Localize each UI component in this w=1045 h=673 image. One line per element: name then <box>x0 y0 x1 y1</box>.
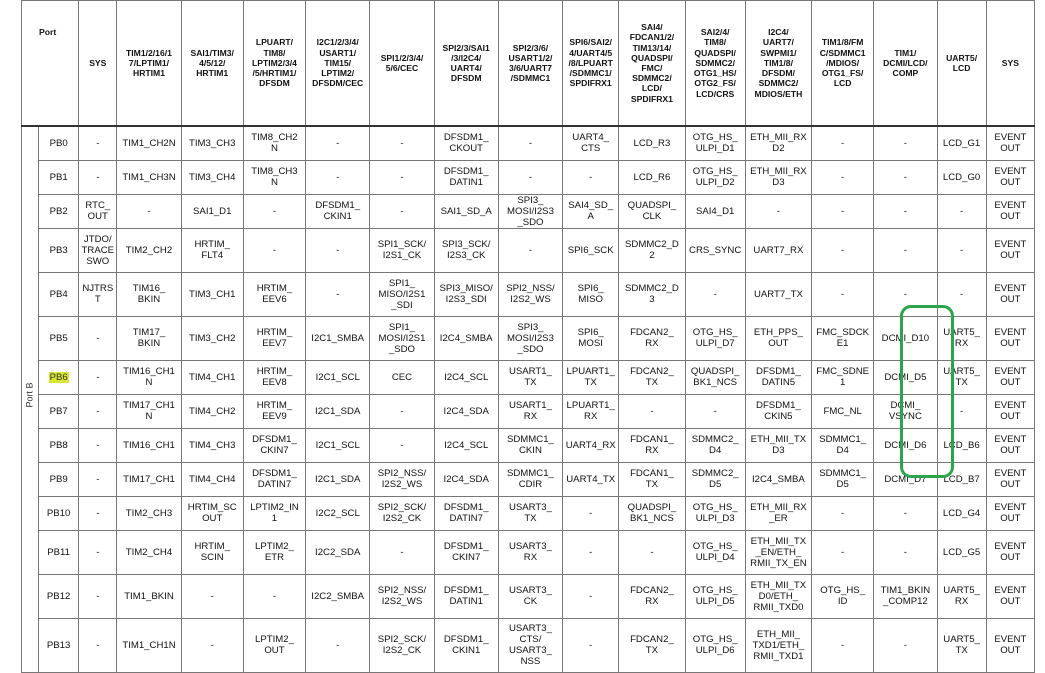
af-cell: SAI1_SD_A <box>434 194 498 228</box>
af-column-header: I2C1/2/3/4/ USART1/ TIM15/ LPTIM2/ DFSDM/CEC <box>306 1 370 127</box>
af-cell: - <box>937 272 986 316</box>
af-cell: HRTIM_ EEV9 <box>243 394 305 428</box>
af-cell: OTG_HS_ ULPI_D5 <box>685 574 745 618</box>
af-cell: LCD_G4 <box>937 496 986 530</box>
af-cell: - <box>563 496 619 530</box>
pin-name: PB7 <box>49 405 68 417</box>
af-cell: SPI2_NSS/ I2S2_WS <box>498 272 562 316</box>
af-cell: DFSDM1_ DATIN1 <box>434 574 498 618</box>
af-cell: - <box>563 574 619 618</box>
af-cell: UART4_RX <box>563 428 619 462</box>
af-cell: CRS_SYNC <box>685 228 745 272</box>
af-cell: OTG_HS_ ULPI_D3 <box>685 496 745 530</box>
pin-name: PB2 <box>49 205 68 217</box>
af-cell: TIM3_CH2 <box>181 316 243 360</box>
pin-name: PB4 <box>49 288 68 300</box>
af-cell: SPI6_SCK <box>563 228 619 272</box>
af-cell: EVENT OUT <box>986 618 1034 672</box>
af-cell: - <box>79 496 117 530</box>
af-cell: I2C4_SMBA <box>745 462 811 496</box>
af-cell: - <box>79 428 117 462</box>
af-cell: TIM1_CH1N <box>117 618 181 672</box>
af-cell: EVENT OUT <box>986 126 1034 160</box>
af-cell: SDMMC2_D 3 <box>619 272 685 316</box>
af-cell: - <box>498 126 562 160</box>
af-cell: I2C2_SMBA <box>306 574 370 618</box>
af-cell: - <box>812 194 874 228</box>
af-cell: SPI2_NSS/ I2S2_WS <box>370 574 434 618</box>
pin-name: PB9 <box>49 473 68 485</box>
af-cell: - <box>685 272 745 316</box>
af-cell: ETH_MII_TX D0/ETH_ RMII_TXD0 <box>745 574 811 618</box>
af-column-header: TIM1/ DCMI/LCD/ COMP <box>874 1 937 127</box>
af-cell: DFSDM1_ DATIN5 <box>745 360 811 394</box>
af-cell: SPI1_ MISO/I2S1 _SDI <box>370 272 434 316</box>
af-cell: FDCAN2_ RX <box>619 316 685 360</box>
af-cell: TIM1_BKIN _COMP12 <box>874 574 937 618</box>
af-cell: ETH_MII_RX D3 <box>745 160 811 194</box>
af-cell: USART3_ TX <box>498 496 562 530</box>
af-cell: - <box>79 394 117 428</box>
af-cell: SPI6_ MISO <box>563 272 619 316</box>
af-cell: DFSDM1_ CKIN7 <box>243 428 305 462</box>
pin-name-cell <box>39 160 79 194</box>
af-cell: FMC_NL <box>812 394 874 428</box>
af-cell: - <box>874 530 937 574</box>
af-cell: SPI2_SCK/ I2S2_CK <box>370 496 434 530</box>
af-cell: I2C4_SDA <box>434 462 498 496</box>
table-row <box>22 530 1035 574</box>
af-cell: TIM16_CH1 <box>117 428 181 462</box>
af-cell: - <box>79 530 117 574</box>
af-cell: - <box>874 228 937 272</box>
af-cell: - <box>306 228 370 272</box>
pin-alternate-function-table <box>21 0 1035 673</box>
af-column-header: SYS <box>79 1 117 127</box>
af-cell: QUADSPI_ BK1_NCS <box>685 360 745 394</box>
af-cell: I2C4_SMBA <box>434 316 498 360</box>
af-cell: HRTIM_ SCIN <box>181 530 243 574</box>
pin-name: PB1 <box>49 171 68 183</box>
af-cell: UART5_ TX <box>937 618 986 672</box>
af-cell: OTG_HS_ ULPI_D6 <box>685 618 745 672</box>
af-cell: - <box>874 194 937 228</box>
af-cell: LCD_B6 <box>937 428 986 462</box>
af-cell: - <box>937 194 986 228</box>
af-cell: EVENT OUT <box>986 394 1034 428</box>
pin-name-cell <box>39 574 79 618</box>
af-cell: TIM1_CH3N <box>117 160 181 194</box>
af-column-header: SPI2/3/SAI1 /3/I2C4/ UART4/ DFSDM <box>434 1 498 127</box>
af-cell: SDMMC1_ CKIN <box>498 428 562 462</box>
af-cell: OTG_HS_ ID <box>812 574 874 618</box>
af-cell: - <box>812 126 874 160</box>
af-cell: SPI1_ MOSI/I2S1 _SDO <box>370 316 434 360</box>
af-cell: LPTIM2_IN 1 <box>243 496 305 530</box>
af-cell: I2C1_SDA <box>306 394 370 428</box>
af-column-header: SPI1/2/3/4/ 5/6/CEC <box>370 1 434 127</box>
table-row <box>22 496 1035 530</box>
af-cell: - <box>619 530 685 574</box>
af-cell: - <box>812 272 874 316</box>
af-cell: TIM4_CH2 <box>181 394 243 428</box>
af-cell: - <box>306 618 370 672</box>
af-cell: LCD_G5 <box>937 530 986 574</box>
af-cell: - <box>685 394 745 428</box>
af-cell: OTG_HS_ ULPI_D7 <box>685 316 745 360</box>
af-cell: DCMI_D7 <box>874 462 937 496</box>
port-group-text: Port B <box>24 382 35 408</box>
af-cell: TIM4_CH4 <box>181 462 243 496</box>
af-cell: SPI3_ MOSI/I2S3 _SDO <box>498 316 562 360</box>
af-cell: SPI2_NSS/ I2S2_WS <box>370 462 434 496</box>
af-cell: OTG_HS_ ULPI_D4 <box>685 530 745 574</box>
af-cell: FDCAN2_ TX <box>619 618 685 672</box>
af-cell: - <box>79 160 117 194</box>
table-row <box>22 394 1035 428</box>
table-row <box>22 316 1035 360</box>
af-cell: QUADSPI_ CLK <box>619 194 685 228</box>
pin-name-cell <box>39 618 79 672</box>
af-column-header: UART5/ LCD <box>937 1 986 127</box>
pin-name: PB10 <box>46 507 71 519</box>
pin-name-cell <box>39 126 79 160</box>
af-cell: SPI3_MISO/ I2S3_SDI <box>434 272 498 316</box>
af-cell: EVENT OUT <box>986 428 1034 462</box>
af-cell: HRTIM_ EEV7 <box>243 316 305 360</box>
af-column-header: I2C4/ UART7/ SWPMI1/ TIM1/8/ DFSDM/ SDMMC2/ MDIOS/ETH <box>745 1 811 127</box>
pin-name: PB12 <box>46 590 71 602</box>
af-cell: - <box>79 462 117 496</box>
table-row <box>22 618 1035 672</box>
pin-name: PB11 <box>47 546 71 558</box>
af-cell: TIM17_CH1 <box>117 462 181 496</box>
af-cell: DFSDM1_ DATIN7 <box>243 462 305 496</box>
pin-name-cell <box>39 194 79 228</box>
af-cell: - <box>874 618 937 672</box>
af-cell: - <box>79 618 117 672</box>
af-column-header: TIM1/8/FM C/SDMMC1 /MDIOS/ OTG1_FS/ LCD <box>812 1 874 127</box>
af-cell: - <box>498 160 562 194</box>
af-cell: TIM8_CH2 N <box>243 126 305 160</box>
af-cell: DCMI_D5 <box>874 360 937 394</box>
af-cell: LCD_R6 <box>619 160 685 194</box>
af-cell: CEC <box>370 360 434 394</box>
af-column-header: TIM1/2/16/1 7/LPTIM1/ HRTIM1 <box>117 1 181 127</box>
af-cell: TIM4_CH1 <box>181 360 243 394</box>
af-cell: EVENT OUT <box>986 360 1034 394</box>
af-cell: LPTIM2_ OUT <box>243 618 305 672</box>
table-row <box>22 574 1035 618</box>
pin-name-cell <box>39 360 79 394</box>
af-cell: - <box>498 228 562 272</box>
af-cell: - <box>874 126 937 160</box>
af-cell: I2C1_SCL <box>306 428 370 462</box>
af-cell: - <box>306 160 370 194</box>
af-cell: FDCAN1_ TX <box>619 462 685 496</box>
af-cell: - <box>874 272 937 316</box>
af-cell: EVENT OUT <box>986 272 1034 316</box>
af-cell: - <box>79 360 117 394</box>
af-cell: UART5_ RX <box>937 574 986 618</box>
af-cell: UART7_RX <box>745 228 811 272</box>
af-cell: UART5_ TX <box>937 360 986 394</box>
af-cell: SPI2_SCK/ I2S2_CK <box>370 618 434 672</box>
af-cell: SDMMC1_ D5 <box>812 462 874 496</box>
pin-name-cell <box>39 530 79 574</box>
af-column-header: LPUART/ TIM8/ LPTIM2/3/4 /5/HRTIM1/ DFSDM <box>243 1 305 127</box>
af-cell: LCD_G0 <box>937 160 986 194</box>
af-cell: TIM3_CH3 <box>181 126 243 160</box>
af-cell: EVENT OUT <box>986 160 1034 194</box>
af-cell: - <box>181 618 243 672</box>
af-cell: SDMMC1_ CDIR <box>498 462 562 496</box>
af-cell: TIM17_ BKIN <box>117 316 181 360</box>
af-cell: - <box>937 394 986 428</box>
af-cell: - <box>79 316 117 360</box>
table-row <box>22 360 1035 394</box>
af-cell: - <box>243 194 305 228</box>
table-row <box>22 228 1035 272</box>
table-row <box>22 272 1035 316</box>
af-cell: USART1_ TX <box>498 360 562 394</box>
af-cell: EVENT OUT <box>986 228 1034 272</box>
af-cell: I2C4_SCL <box>434 428 498 462</box>
af-cell: TIM2_CH4 <box>117 530 181 574</box>
af-cell: - <box>370 160 434 194</box>
pin-name: PB8 <box>49 439 68 451</box>
af-cell: SPI3_SCK/ I2S3_CK <box>434 228 498 272</box>
af-cell: FDCAN1_ RX <box>619 428 685 462</box>
af-cell: - <box>563 530 619 574</box>
af-cell: TIM1_BKIN <box>117 574 181 618</box>
af-cell: DFSDM1_ CKIN5 <box>745 394 811 428</box>
af-column-header: SPI6/SAI2/ 4/UART4/5 /8/LPUART /SDMMC1/ SPDIFRX1 <box>563 1 619 127</box>
pin-name-cell <box>39 428 79 462</box>
pin-name: PB5 <box>49 332 68 344</box>
af-cell: EVENT OUT <box>986 194 1034 228</box>
af-cell: SPI1_SCK/ I2S1_CK <box>370 228 434 272</box>
af-cell: OTG_HS_ ULPI_D2 <box>685 160 745 194</box>
af-column-header: SYS <box>986 1 1034 127</box>
af-cell: I2C1_SDA <box>306 462 370 496</box>
af-cell: - <box>563 160 619 194</box>
af-column-header: SPI2/3/6/ USART1/2/ 3/6/UART7 /SDMMC1 <box>498 1 562 127</box>
table-header-row <box>22 1 1035 127</box>
af-cell: ETH_MII_RX _ER <box>745 496 811 530</box>
af-cell: EVENT OUT <box>986 574 1034 618</box>
pin-name-cell <box>39 394 79 428</box>
af-cell: FDCAN2_ TX <box>619 360 685 394</box>
af-cell: LCD_G1 <box>937 126 986 160</box>
af-cell: SDMMC2_ D5 <box>685 462 745 496</box>
port-group-label <box>22 126 39 672</box>
pin-name: PB3 <box>49 244 68 256</box>
af-cell: ETH_MII_TX _EN/ETH_ RMII_TX_EN <box>745 530 811 574</box>
af-cell: LPUART1_ RX <box>563 394 619 428</box>
af-cell: LPUART1_ TX <box>563 360 619 394</box>
af-cell: - <box>812 530 874 574</box>
af-cell: UART4_TX <box>563 462 619 496</box>
af-cell: TIM1_CH2N <box>117 126 181 160</box>
af-cell: - <box>306 272 370 316</box>
pin-name-cell <box>39 462 79 496</box>
af-cell: HRTIM_SC OUT <box>181 496 243 530</box>
af-cell: - <box>812 228 874 272</box>
af-cell: SAI1_D1 <box>181 194 243 228</box>
af-cell: - <box>370 194 434 228</box>
af-cell: I2C4_SCL <box>434 360 498 394</box>
af-cell: SPI6_ MOSI <box>563 316 619 360</box>
af-cell: LCD_B7 <box>937 462 986 496</box>
af-cell: - <box>812 160 874 194</box>
af-cell: SDMMC2_D 2 <box>619 228 685 272</box>
af-cell: LCD_R3 <box>619 126 685 160</box>
pin-name: PB13 <box>46 639 71 651</box>
table-row <box>22 194 1035 228</box>
alternate-function-table <box>21 0 1035 673</box>
af-cell: I2C4_SDA <box>434 394 498 428</box>
af-cell: TIM17_CH1 N <box>117 394 181 428</box>
af-cell: - <box>370 530 434 574</box>
af-cell: - <box>370 126 434 160</box>
af-cell: - <box>370 394 434 428</box>
af-cell: TIM2_CH3 <box>117 496 181 530</box>
af-cell: - <box>79 574 117 618</box>
af-cell: ETH_PPS_ OUT <box>745 316 811 360</box>
af-cell: ETH_MII_TX D3 <box>745 428 811 462</box>
af-cell: TIM3_CH1 <box>181 272 243 316</box>
af-cell: UART5_ RX <box>937 316 986 360</box>
af-cell: EVENT OUT <box>986 462 1034 496</box>
af-cell: - <box>117 194 181 228</box>
af-cell: - <box>874 496 937 530</box>
af-cell: - <box>306 126 370 160</box>
af-cell: - <box>243 574 305 618</box>
af-cell: DFSDM1_ CKIN7 <box>434 530 498 574</box>
af-cell: I2C1_SCL <box>306 360 370 394</box>
af-cell: HRTIM_ EEV8 <box>243 360 305 394</box>
af-cell: TIM2_CH2 <box>117 228 181 272</box>
af-cell: USART3_ CTS/ USART3_ NSS <box>498 618 562 672</box>
af-cell: - <box>563 618 619 672</box>
af-cell: - <box>370 428 434 462</box>
af-cell: QUADSPI_ BK1_NCS <box>619 496 685 530</box>
af-cell: OTG_HS_ ULPI_D1 <box>685 126 745 160</box>
af-cell: I2C1_SMBA <box>306 316 370 360</box>
af-cell: USART1_ RX <box>498 394 562 428</box>
af-cell: DCMI_D6 <box>874 428 937 462</box>
af-cell: EVENT OUT <box>986 316 1034 360</box>
af-cell: USART3_ RX <box>498 530 562 574</box>
table-row <box>22 462 1035 496</box>
af-column-header: SAI2/4/ TIM8/ QUADSPI/ SDMMC2/ OTG1_HS/ OTG2_FS/ LCD/CRS <box>685 1 745 127</box>
af-cell: TIM3_CH4 <box>181 160 243 194</box>
af-cell: DCMI_D10 <box>874 316 937 360</box>
af-cell: DFSDM1_ CKOUT <box>434 126 498 160</box>
af-cell: UART4_ CTS <box>563 126 619 160</box>
af-cell: DFSDM1_ CKIN1 <box>306 194 370 228</box>
af-cell: USART3_ CK <box>498 574 562 618</box>
af-cell: DFSDM1_ DATIN1 <box>434 160 498 194</box>
pin-name: PB0 <box>49 137 68 149</box>
af-cell: I2C2_SDA <box>306 530 370 574</box>
af-column-header: SAI1/TIM3/ 4/5/12/ HRTIM1 <box>181 1 243 127</box>
af-cell: HRTIM_ FLT4 <box>181 228 243 272</box>
af-cell: EVENT OUT <box>986 496 1034 530</box>
port-column-header: Port <box>22 1 79 127</box>
af-cell: UART7_TX <box>745 272 811 316</box>
af-cell: SDMMC1_ D4 <box>812 428 874 462</box>
af-cell: - <box>243 228 305 272</box>
af-cell: SAI4_D1 <box>685 194 745 228</box>
af-cell: - <box>181 574 243 618</box>
pin-name-cell <box>39 316 79 360</box>
af-cell: - <box>812 618 874 672</box>
af-cell: NJTRST <box>79 272 117 316</box>
af-column-header: SAI4/ FDCAN1/2/ TIM13/14/ QUADSPI/ FMC/ SDMMC2/ LCD/ SPDIFRX1 <box>619 1 685 127</box>
af-cell: ETH_MII_ TXD1/ETH_ RMII_TXD1 <box>745 618 811 672</box>
af-cell: - <box>812 496 874 530</box>
af-cell: EVENT OUT <box>986 530 1034 574</box>
table-row <box>22 126 1035 160</box>
af-cell: ETH_MII_RX D2 <box>745 126 811 160</box>
af-cell: RTC_ OUT <box>79 194 117 228</box>
af-cell: - <box>937 228 986 272</box>
af-cell: JTDO/ TRACE SWO <box>79 228 117 272</box>
table-body <box>22 126 1035 672</box>
table-row <box>22 160 1035 194</box>
table-row <box>22 428 1035 462</box>
pin-name-cell <box>39 496 79 530</box>
af-cell: TIM8_CH3 N <box>243 160 305 194</box>
af-cell: TIM4_CH3 <box>181 428 243 462</box>
af-cell: FDCAN2_ RX <box>619 574 685 618</box>
pin-name-cell <box>39 228 79 272</box>
af-cell: DFSDM1_ CKIN1 <box>434 618 498 672</box>
af-cell: TIM16_CH1 N <box>117 360 181 394</box>
af-cell: LPTIM2_ ETR <box>243 530 305 574</box>
pin-name-cell <box>39 272 79 316</box>
af-cell: TIM16_ BKIN <box>117 272 181 316</box>
af-cell: DCMI_ VSYNC <box>874 394 937 428</box>
af-cell: FMC_SDNE 1 <box>812 360 874 394</box>
pin-name: PB6 <box>49 371 68 383</box>
af-cell: - <box>874 160 937 194</box>
af-cell: I2C2_SCL <box>306 496 370 530</box>
af-cell: SPI3_ MOSI/I2S3 _SDO <box>498 194 562 228</box>
af-cell: DFSDM1_ DATIN7 <box>434 496 498 530</box>
af-cell: SAI4_SD_ A <box>563 194 619 228</box>
af-cell: - <box>745 194 811 228</box>
af-cell: FMC_SDCK E1 <box>812 316 874 360</box>
af-cell: HRTIM_ EEV6 <box>243 272 305 316</box>
af-cell: - <box>619 394 685 428</box>
af-cell: - <box>79 126 117 160</box>
af-cell: SDMMC2_ D4 <box>685 428 745 462</box>
